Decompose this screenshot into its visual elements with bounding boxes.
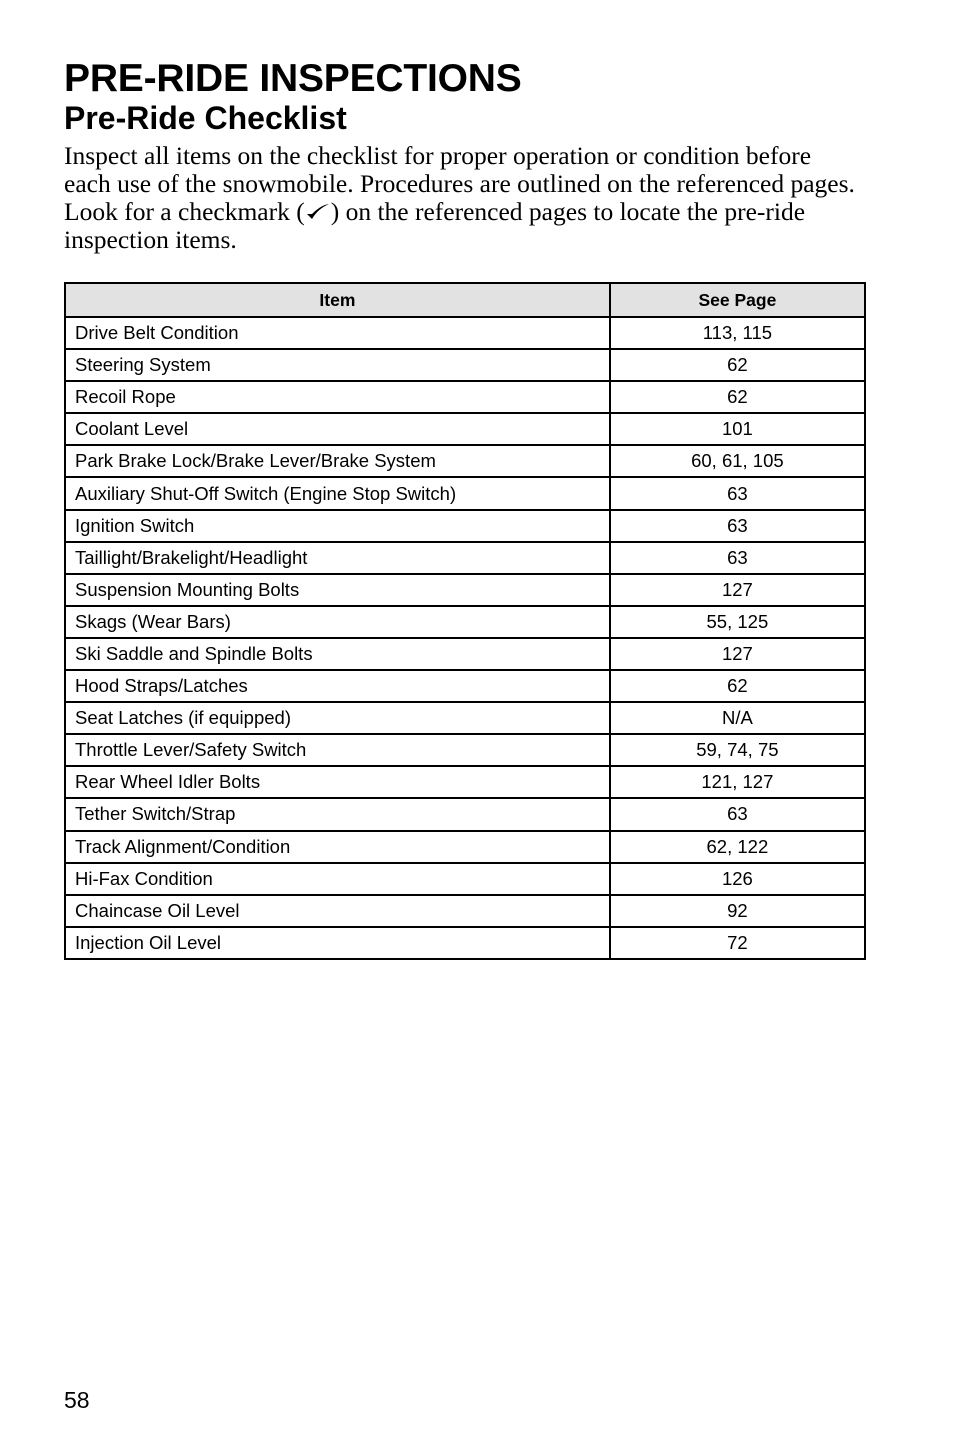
table-row: [65, 863, 865, 895]
table-row: [65, 349, 865, 381]
see-page-cell: 121, 127: [610, 766, 865, 798]
table-row: [65, 542, 865, 574]
item-cell: Tether Switch/Strap: [65, 798, 610, 830]
item-cell: Skags (Wear Bars): [65, 606, 610, 638]
item-cell: Rear Wheel Idler Bolts: [65, 766, 610, 798]
column-header-see-page: See Page: [610, 283, 865, 317]
item-cell: Park Brake Lock/Brake Lever/Brake System: [65, 445, 610, 477]
table-row: [65, 702, 865, 734]
table-row: [65, 670, 865, 702]
see-page-cell: 62, 122: [610, 831, 865, 863]
table-row: [65, 317, 865, 349]
table-row: [65, 831, 865, 863]
item-cell: Ignition Switch: [65, 510, 610, 542]
table-row: [65, 766, 865, 798]
table-row: [65, 638, 865, 670]
see-page-cell: 127: [610, 574, 865, 606]
item-cell: Coolant Level: [65, 413, 610, 445]
item-cell: Hi-Fax Condition: [65, 863, 610, 895]
intro-text-after: ) on the referenced pages to locate the pre-ride inspection items.: [64, 197, 806, 254]
item-cell: Steering System: [65, 349, 610, 381]
table-row: [65, 445, 865, 477]
table-row: [65, 895, 865, 927]
item-cell: Suspension Mounting Bolts: [65, 574, 610, 606]
table-row: [65, 574, 865, 606]
section-title: Pre-Ride Checklist: [64, 100, 347, 136]
see-page-cell: 126: [610, 863, 865, 895]
table-row: [65, 510, 865, 542]
checklist-table: [64, 282, 866, 960]
item-cell: Track Alignment/Condition: [65, 831, 610, 863]
see-page-cell: 59, 74, 75: [610, 734, 865, 766]
see-page-cell: 62: [610, 670, 865, 702]
item-cell: Throttle Lever/Safety Switch: [65, 734, 610, 766]
see-page-cell: 62: [610, 349, 865, 381]
table-body: [65, 317, 865, 959]
table-row: [65, 477, 865, 509]
checkmark-icon: [305, 200, 331, 220]
table-row: [65, 734, 865, 766]
column-header-item: Item: [65, 283, 610, 317]
see-page-cell: 63: [610, 798, 865, 830]
see-page-cell: 63: [610, 477, 865, 509]
see-page-cell: 62: [610, 381, 865, 413]
item-cell: Recoil Rope: [65, 381, 610, 413]
see-page-cell: 72: [610, 927, 865, 959]
table-row: [65, 798, 865, 830]
see-page-cell: 127: [610, 638, 865, 670]
page-number: 58: [64, 1387, 90, 1413]
item-cell: Hood Straps/Latches: [65, 670, 610, 702]
see-page-cell: 113, 115: [610, 317, 865, 349]
item-cell: Seat Latches (if equipped): [65, 702, 610, 734]
table-row: [65, 413, 865, 445]
see-page-cell: 63: [610, 542, 865, 574]
table-row: [65, 381, 865, 413]
table-row: [65, 927, 865, 959]
see-page-cell: 60, 61, 105: [610, 445, 865, 477]
see-page-cell: 101: [610, 413, 865, 445]
see-page-cell: N/A: [610, 702, 865, 734]
item-cell: Injection Oil Level: [65, 927, 610, 959]
table-header-row: [65, 283, 865, 317]
see-page-cell: 92: [610, 895, 865, 927]
item-cell: Taillight/Brakelight/Headlight: [65, 542, 610, 574]
intro-paragraph: [64, 142, 864, 254]
table-row: [65, 606, 865, 638]
page-title: PRE-RIDE INSPECTIONS: [64, 57, 522, 100]
intro-text-before: Inspect all items on the checklist for proper operation or condition before each use of the snowmobile. Procedures are outlined on the referenced pages. Look for a checkmark (: [64, 141, 855, 226]
item-cell: Auxiliary Shut-Off Switch (Engine Stop Switch): [65, 477, 610, 509]
see-page-cell: 63: [610, 510, 865, 542]
see-page-cell: 55, 125: [610, 606, 865, 638]
item-cell: Chaincase Oil Level: [65, 895, 610, 927]
item-cell: Drive Belt Condition: [65, 317, 610, 349]
item-cell: Ski Saddle and Spindle Bolts: [65, 638, 610, 670]
